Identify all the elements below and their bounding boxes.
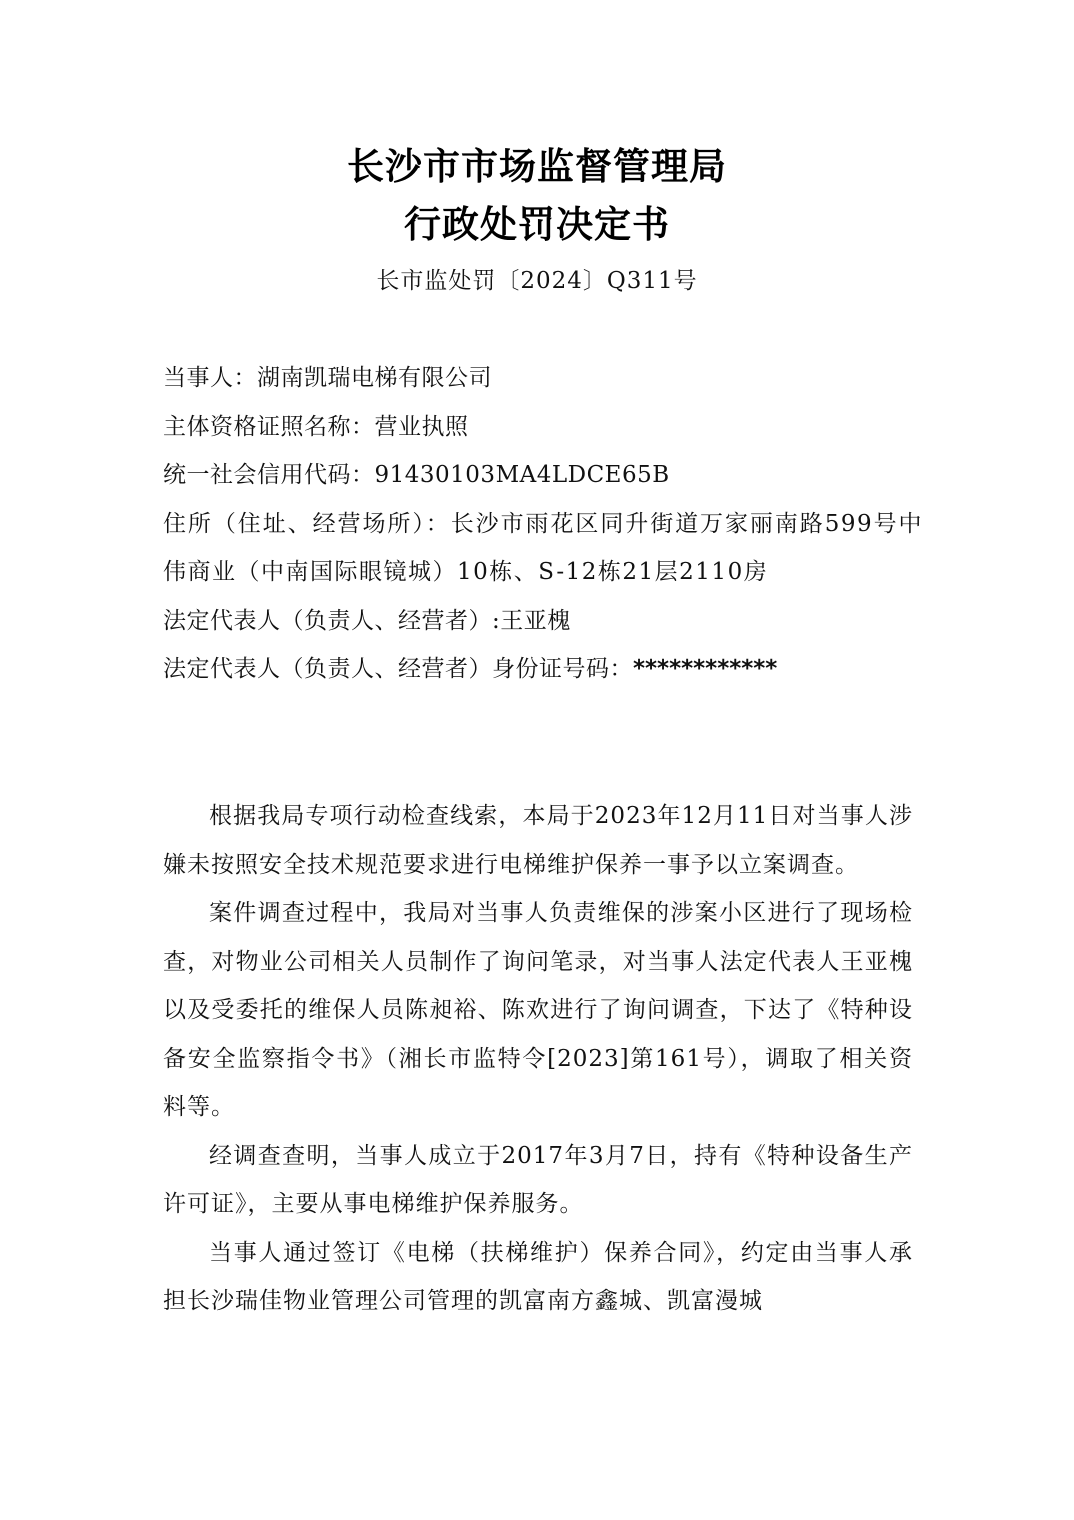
legal-rep-label: 法定代表人（负责人、经营者）: — [163, 607, 501, 634]
document-number: 长市监处罚〔2024〕Q311号 — [376, 268, 698, 294]
decision-body — [163, 792, 913, 1326]
id-number: ************ — [633, 656, 778, 682]
paragraph-case-filing: 根据我局专项行动检查线索，本局于2023年12月11日对当事人涉嫌未按照安全技术规范要求进行电梯维护保养一事予以立案调查。 — [163, 803, 913, 878]
party-name: 湖南凯瑞电梯有限公司 — [257, 365, 492, 391]
paragraph-contract: 当事人通过签订《电梯（扶梯维护）保养合同》，约定由当事人承担长沙瑞佳物业管理公司管理的凯富南方鑫城、凯富漫城 — [163, 1239, 913, 1314]
license-name: 营业执照 — [374, 413, 469, 440]
license-label: 主体资格证照名称： — [163, 413, 375, 440]
legal-rep-line — [163, 597, 923, 646]
credit-code-line — [163, 451, 923, 500]
paragraph-investigation: 案件调查过程中，我局对当事人负责维保的涉案小区进行了现场检查，对物业公司相关人员制作了询问笔录，对当事人法定代表人王亚槐以及受委托的维保人员陈昶裕、陈欢进行了询问调查，下达了《特种设备安全监察指令书》（湘长市监特令[2023]第161号），调取了相关资料等。 — [163, 900, 913, 1120]
party-name-label: 当事人： — [163, 365, 257, 391]
address: 长沙市雨花区同升街道万家丽南路599号中伟商业（中南国际眼镜城）10栋、S-12栋21层2110房 — [163, 510, 924, 585]
address-line — [163, 500, 923, 597]
party-info — [163, 354, 923, 694]
agency-title: 长沙市市场监督管理局 — [347, 145, 727, 188]
party-name-line — [163, 354, 923, 403]
credit-code-label: 统一社会信用代码： — [163, 462, 375, 488]
paragraph-findings: 经调查查明，当事人成立于2017年3月7日，持有《特种设备生产许可证》，主要从事电梯维护保养服务。 — [163, 1142, 913, 1217]
id-number-label: 法定代表人（负责人、经营者）身份证号码： — [163, 656, 633, 682]
legal-rep-name: 王亚槐 — [500, 607, 571, 634]
credit-code: 91430103MA4LDCE65B — [374, 462, 670, 488]
license-line — [163, 403, 923, 452]
address-label: 住所（住址、经营场所）： — [163, 510, 451, 537]
id-number-line — [163, 645, 923, 694]
document-title: 行政处罚决定书 — [404, 203, 670, 246]
